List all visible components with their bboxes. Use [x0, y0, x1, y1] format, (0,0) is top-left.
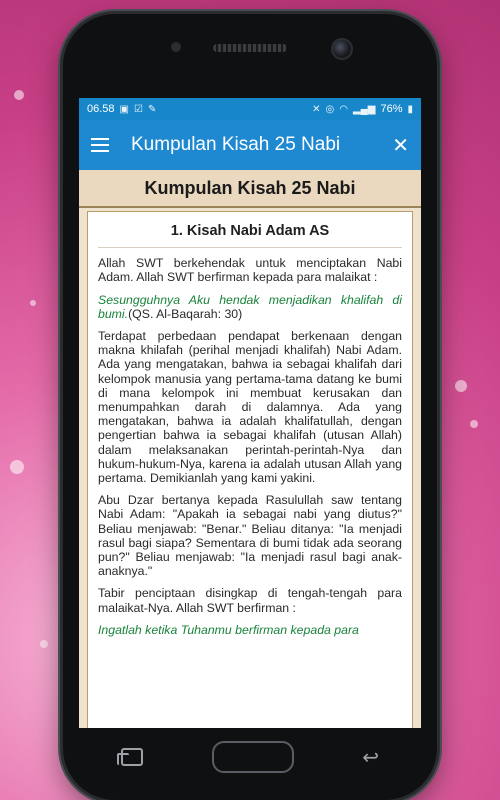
story-content[interactable] [87, 211, 413, 728]
home-button[interactable] [212, 741, 294, 773]
app-bar [79, 120, 421, 170]
close-icon[interactable]: ✕ [392, 134, 409, 157]
mute-icon: ✕ [312, 103, 321, 115]
status-bar [79, 98, 421, 120]
back-icon[interactable]: ↩ [362, 746, 379, 769]
wifi-icon: ◠ [339, 103, 348, 115]
banner-title: Kumpulan Kisah 25 Nabi [79, 170, 421, 208]
background-sparkle [10, 460, 24, 474]
wrench-icon: ✎ [147, 103, 157, 115]
front-camera [331, 38, 353, 60]
phone-frame [63, 14, 437, 800]
background-sparkle [40, 640, 48, 648]
earpiece-speaker [213, 44, 287, 52]
paragraph: Allah SWT berkehendak untuk menciptakan Nabi Adam. Allah SWT berfirman kepada para malaikat : [98, 256, 402, 285]
verse-text: Ingatlah ketika Tuhanmu berfirman kepada para [98, 622, 359, 637]
background-sparkle [14, 90, 24, 100]
signal-icon: ▂▄▆ [352, 103, 376, 115]
navigation-bar [63, 732, 437, 782]
app-title: Kumpulan Kisah 25 Nabi [131, 134, 341, 155]
recent-apps-icon[interactable] [121, 748, 143, 766]
verse-paragraph [98, 293, 402, 321]
background-sparkle [455, 380, 467, 392]
background-sparkle [30, 300, 36, 306]
status-time: 06.58 [87, 103, 115, 115]
verse-reference: (QS. Al-Baqarah: 30) [128, 306, 243, 321]
paragraph: Abu Dzar bertanya kepada Rasulullah saw tentang Nabi Adam: "Apakah ia sebagai nabi yang diutus?" Beliau menjawab: "Benar." Beliau ditanya: "Ia menjadi rasul bagi siapa? Sementara di bumi tidak ada seorang pun?" Beliau menjawab: "Ia menjadi rasul bagi anak-anaknya." [98, 493, 402, 579]
verse-text: Sesungguhnya Aku hendak menjadikan khalifah di bumi. [98, 292, 402, 321]
proximity-sensor [171, 42, 181, 52]
hotspot-icon: ◎ [325, 103, 335, 115]
content-area [79, 208, 421, 728]
screen [79, 98, 421, 728]
checkbox-icon: ☑ [133, 103, 143, 115]
image-icon: ▣ [119, 103, 129, 115]
battery-icon: ▮ [407, 103, 413, 115]
paragraph: Tabir penciptaan disingkap di tengah-tengah para malaikat-Nya. Allah SWT berfirman : [98, 586, 402, 615]
battery-level: 76% [380, 103, 403, 115]
background-sparkle [470, 420, 478, 428]
paragraph: Terdapat perbedaan pendapat berkenaan dengan makna khilafah (perihal menjadi khalifah) Nabi Adam. Ada yang mengatakan, bahwa ia sebagai khalifah dari kelompok manusia yang pertama-tama datang ke bumi di mana kelompok ini membuat kerusakan dan menumpahkan darah di dalamnya. Ada yang mengatakan, bahwa ia adalah khalifatullah, dengan pengertian bahwa ia sebagai khalifah (utusan Allah) dalam melaksanakan perintah-perintah-Nya dan hukum-hukum-Nya, karena ia adalah utusan Allah yang pertama. Demikianlah yang kami yakini. [98, 329, 402, 486]
hamburger-menu-icon[interactable] [91, 138, 109, 152]
chapter-title: 1. Kisah Nabi Adam AS [98, 212, 402, 248]
